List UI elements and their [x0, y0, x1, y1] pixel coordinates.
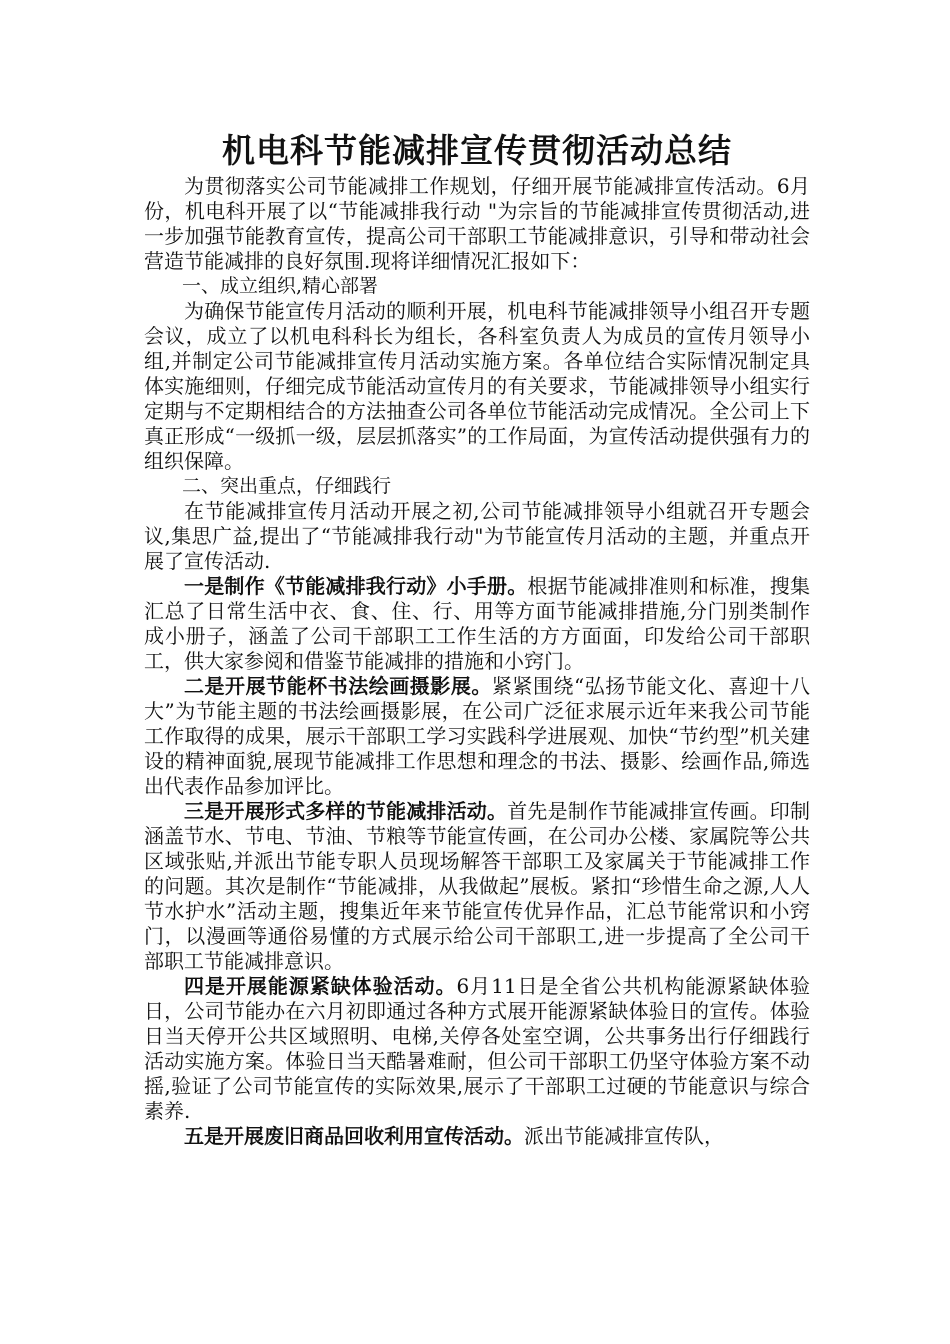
item-paragraph — [144, 674, 810, 799]
item-text: 派出节能减排宣传队， — [524, 1124, 724, 1148]
document-page — [144, 128, 810, 1149]
section-heading-2: 二、突出重点，仔细践行 — [182, 475, 392, 497]
section-body-2: 在节能减排宣传月活动开展之初,公司节能减排领导小组就召开专题会议,集思广益,提出了“节能减排我行动"为节能宣传月活动的主题，并重点开展了宣传活动. — [144, 499, 810, 573]
document-title: 机电科节能减排宣传贯彻活动总结 — [222, 131, 732, 170]
item-paragraph — [144, 799, 810, 974]
section-heading-1: 一、成立组织,精心部署 — [182, 275, 379, 297]
item-lead: 五是开展废旧商品回收利用宣传活动。 — [184, 1124, 524, 1148]
item-lead: 四是开展能源紧缺体验活动。 — [184, 974, 457, 998]
item-lead: 三是开展形式多样的节能减排活动。 — [184, 799, 508, 823]
item-text: 紧紧围绕“弘扬节能文化、喜迎十八大”为节能主题的书法绘画摄影展，在公司广泛征求展示近年来我公司节能工作取得的成果，展示干部职工学习实践科学进展观、加快“节约型”机关建设的精神面貌,展现节能减排工作思想和理念的书法、摄影、绘画作品,筛选出代表作品参加评比。 — [144, 674, 810, 798]
item-paragraph — [144, 974, 810, 1124]
item-text: 首先是制作节能减排宣传画。印制涵盖节水、节电、节油、节粮等节能宣传画，在公司办公楼、家属院等公共区域张贴,并派出节能专职人员现场解答干部职工及家属关于节能减排工作的问题。其次是制作“节能减排，从我做起”展板。紧扣“珍惜生命之源,人人节水护水”活动主题，搜集近年来节能宣传优异作品，汇总节能常识和小窍门，以漫画等通俗易懂的方式展示给公司干部职工,进一步提高了全公司干部职工节能减排意识。 — [144, 799, 811, 973]
item-paragraph — [144, 574, 810, 674]
section-body-1: 为确保节能宣传月活动的顺利开展，机电科节能减排领导小组召开专题会议，成立了以机电科科长为组长，各科室负责人为成员的宣传月领导小组,并制定公司节能减排宣传月活动实施方案。各单位结合实际情况制定具体实施细则，仔细完成节能活动宣传月的有关要求，节能减排领导小组实行定期与不定期相结合的方法抽查公司各单位节能活动完成情况。全公司上下真正形成“一级抓一级，层层抓落实”的工作局面，为宣传活动提供强有力的组织保障。 — [144, 299, 810, 473]
item-lead: 二是开展节能杯书法绘画摄影展。 — [184, 674, 492, 698]
item-text: 根据节能减排准则和标准，搜集汇总了日常生活中衣、食、住、行、用等方面节能减排措施,分门别类制作成小册子，涵盖了公司干部职工工作生活的方方面面，印发给公司干部职工，供大家参阅和借鉴节能减排的措施和小窍门。 — [144, 574, 811, 673]
item-lead: 一是制作《节能减排我行动》小手册。 — [184, 574, 528, 598]
intro-paragraph: 为贯彻落实公司节能减排工作规划，仔细开展节能减排宣传活动。6月份，机电科开展了以“节能减排我行动 "为宗旨的节能减排宣传贯彻活动,进一步加强节能教育宣传，提高公司干部职工节能减排意识，引导和带动社会营造节能减排的良好氛围.现将详细情况汇报如下： — [144, 174, 810, 273]
item-text: 6月11日是全省公共机构能源紧缺体验日，公司节能办在六月初即通过各种方式展开能源紧缺体验日的宣传。体验日当天停开公共区域照明、电梯,关停各处室空调，公共事务出行仔细践行活动实施方案。体验日当天酷暑难耐，但公司干部职工仍坚守体验方案不动摇,验证了公司节能宣传的实际效果,展示了干部职工过硬的节能意识与综合素养. — [144, 974, 810, 1123]
item-paragraph — [144, 1124, 810, 1149]
